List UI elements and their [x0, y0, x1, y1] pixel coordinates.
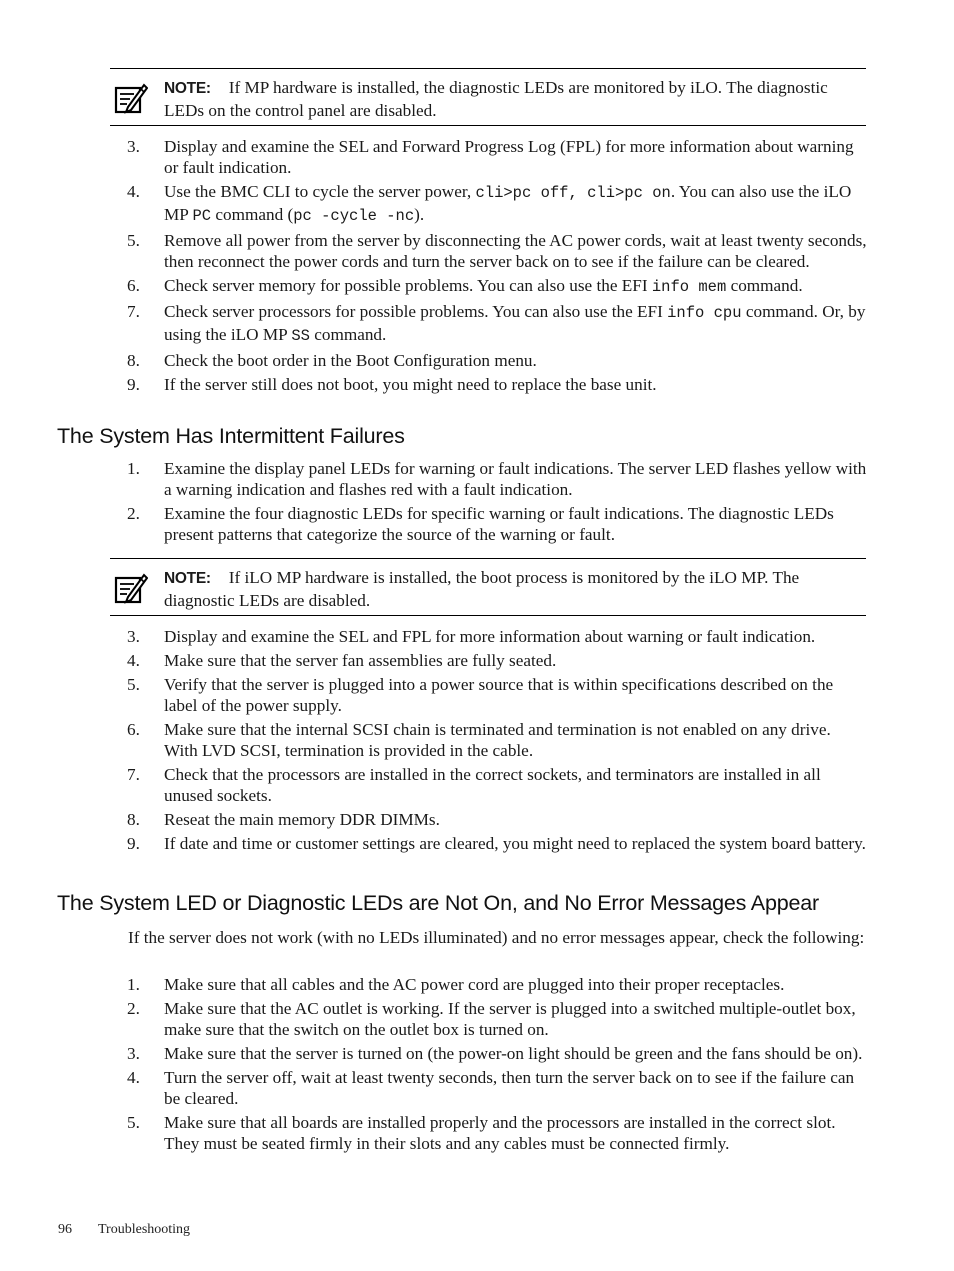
list-item — [110, 458, 868, 500]
list-item — [110, 181, 868, 227]
list-item-text: Examine the display panel LEDs for warning or fault indications. The server LED flashes yellow with a warning indication and flashes red with a fault indication. — [164, 459, 867, 499]
list-item-number: 3. — [127, 137, 140, 156]
list-item-number: 4. — [127, 651, 140, 670]
list-item-text: Make sure that the internal SCSI chain is terminated and termination is not enabled on any drive. With LVD SCSI, termination is provided in the cable. — [164, 720, 831, 760]
list-item-text: command. — [726, 276, 803, 295]
command-text: cli>pc off, cli>pc on — [475, 184, 671, 202]
command-text: info mem — [651, 278, 727, 296]
steps-list-2 — [110, 458, 868, 548]
list-item-text: ). — [414, 205, 425, 224]
list-item — [110, 1043, 868, 1064]
list-item-text: Check that the processors are installed in the correct sockets, and terminators are installed in all unused sockets. — [164, 765, 821, 805]
list-item-text: Make sure that all boards are installed properly and the processors are installed in the correct slot. They must be seated firmly in their slots and any cables must be connected firmly. — [164, 1113, 836, 1153]
section-intro: If the server does not work (with no LEDs illuminated) and no error messages appear, check the following: — [128, 928, 865, 947]
list-item-text: Check server processors for possible problems. You can also use the EFI — [164, 302, 668, 321]
list-item-number: 5. — [127, 1113, 140, 1132]
list-item-number: 9. — [127, 834, 140, 853]
list-item — [110, 136, 868, 178]
note-text: If MP hardware is installed, the diagnostic LEDs are monitored by iLO. The diagnostic LEDs on the control panel are disabled. — [164, 78, 828, 120]
list-item-number: 1. — [127, 459, 140, 478]
footer-section: Troubleshooting — [98, 1222, 191, 1237]
note-text-block — [164, 567, 866, 611]
list-item-text: Examine the four diagnostic LEDs for specific warning or fault indications. The diagnostic LEDs present patterns that categorize the source of the warning or fault. — [164, 504, 834, 544]
list-item — [110, 275, 868, 298]
list-item-number: 2. — [127, 999, 140, 1018]
list-item-number: 3. — [127, 627, 140, 646]
list-item — [110, 626, 868, 647]
list-item — [110, 764, 868, 806]
list-item-number: 4. — [127, 182, 140, 201]
note-pencil-icon — [114, 81, 148, 115]
note-label: NOTE: — [164, 80, 211, 97]
list-item — [110, 809, 868, 830]
list-item-number: 8. — [127, 351, 140, 370]
list-item — [110, 350, 868, 371]
list-item — [110, 503, 868, 545]
list-item-text: Check server memory for possible problems. You can also use the EFI — [164, 276, 652, 295]
page-footer — [58, 1222, 190, 1238]
list-item — [110, 230, 868, 272]
list-item-number: 7. — [127, 302, 140, 321]
list-item-number: 3. — [127, 1044, 140, 1063]
list-item-text: Make sure that the server is turned on (the power-on light should be green and the fans should be on). — [164, 1044, 863, 1063]
list-item-number: 8. — [127, 810, 140, 829]
list-item-number: 5. — [127, 675, 140, 694]
list-item-text: Reseat the main memory DDR DIMMs. — [164, 810, 440, 829]
note-pencil-icon — [114, 571, 148, 605]
note-text-block — [164, 77, 866, 121]
steps-list-1 — [110, 136, 868, 398]
list-item-text: command. — [309, 325, 387, 344]
command-text: PC — [192, 207, 212, 225]
list-item-text: Verify that the server is plugged into a power source that is within specifications described on the label of the power supply. — [164, 675, 834, 715]
list-item-text: Make sure that all cables and the AC power cord are plugged into their proper receptacles. — [164, 975, 785, 994]
list-item — [110, 374, 868, 395]
list-item — [110, 650, 868, 671]
list-item-text: command ( — [211, 205, 294, 224]
command-text: info cpu — [667, 304, 742, 322]
list-item-text: Display and examine the SEL and FPL for more information about warning or fault indication. — [164, 627, 816, 646]
list-item-number: 2. — [127, 504, 140, 523]
list-item-number: 4. — [127, 1068, 140, 1087]
list-item-text: If the server still does not boot, you might need to replace the base unit. — [164, 375, 657, 394]
list-item — [110, 1067, 868, 1109]
note-box — [110, 68, 866, 126]
list-item — [110, 833, 868, 854]
list-item-text: Turn the server off, wait at least twenty seconds, then turn the server back on to see if the failure can be cleared. — [164, 1068, 855, 1108]
command-text: SS — [291, 327, 310, 345]
list-item-number: 6. — [127, 276, 140, 295]
list-item-text: . You can also use the iLO MP — [164, 182, 852, 224]
list-item — [110, 998, 868, 1040]
list-item-number: 9. — [127, 375, 140, 394]
note-box — [110, 558, 866, 616]
list-item-number: 5. — [127, 231, 140, 250]
list-item — [110, 674, 868, 716]
page-number: 96 — [58, 1222, 72, 1237]
section-heading-intermittent-failures: The System Has Intermittent Failures — [57, 424, 405, 448]
list-item-number: 6. — [127, 720, 140, 739]
list-item-text: Use the BMC CLI to cycle the server power, — [164, 182, 476, 201]
list-item-text: Make sure that the server fan assemblies are fully seated. — [164, 651, 557, 670]
list-item — [110, 1112, 868, 1154]
note-text: If iLO MP hardware is installed, the boot process is monitored by the iLO MP. The diagnostic LEDs are disabled. — [164, 568, 800, 610]
list-item-text: Remove all power from the server by disconnecting the AC power cords, wait at least twenty seconds, then reconnect the power cords and turn the server back on to see if the failure can be cleared. — [164, 231, 867, 271]
list-item — [110, 974, 868, 995]
list-item-number: 7. — [127, 765, 140, 784]
list-item — [110, 719, 868, 761]
list-item-text: Make sure that the AC outlet is working. If the server is plugged into a switched multiple-outlet box, make sure that the switch on the outlet box is turned on. — [164, 999, 856, 1039]
command-text: pc -cycle -nc — [293, 207, 415, 225]
list-item-text: Check the boot order in the Boot Configuration menu. — [164, 351, 537, 370]
list-item-number: 1. — [127, 975, 140, 994]
list-item-text: Display and examine the SEL and Forward Progress Log (FPL) for more information about warning or fault indication. — [164, 137, 854, 177]
note-label: NOTE: — [164, 570, 211, 587]
steps-list-3 — [110, 626, 868, 857]
section-heading-leds-not-on: The System LED or Diagnostic LEDs are Not On, and No Error Messages Appear — [57, 891, 819, 915]
list-item-text: If date and time or customer settings are cleared, you might need to replaced the system board battery. — [164, 834, 866, 853]
steps-list-4 — [110, 974, 868, 1157]
list-item — [110, 301, 868, 347]
list-item-text: command. Or, by using the iLO MP — [164, 302, 866, 344]
